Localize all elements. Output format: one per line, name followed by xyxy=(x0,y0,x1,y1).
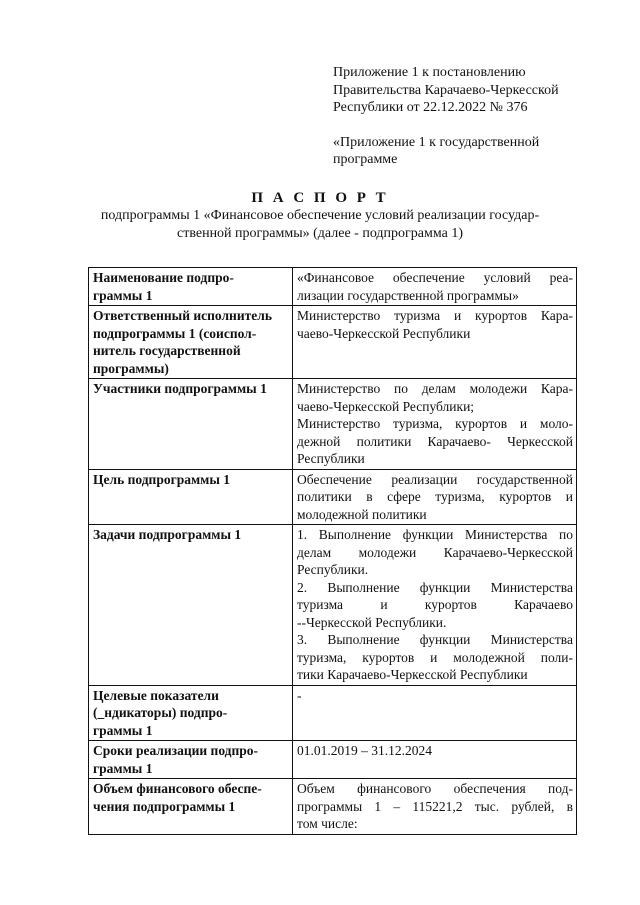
appendix-line: Республики от 22.12.2022 № 376 xyxy=(333,100,528,115)
row-label-cell xyxy=(89,469,293,525)
row-label-cell xyxy=(89,779,293,835)
appendix-line: Правительства Карачаево-Черкесской xyxy=(333,82,559,98)
table-row xyxy=(89,741,577,779)
row-label-cell xyxy=(89,741,293,779)
row-value-line: Министерство по делам молодежи Кара- xyxy=(297,381,573,396)
row-label-line: чения подпрограммы 1 xyxy=(93,798,236,814)
row-value-line: чаево-Черкесской Республики xyxy=(297,325,471,341)
table-row xyxy=(89,469,577,525)
row-label-cell xyxy=(89,685,293,741)
row-value-cell xyxy=(293,379,577,470)
row-label-line: (_ндикаторы) подпро- xyxy=(93,705,228,720)
document-title: П А С П О Р Т xyxy=(251,190,389,206)
row-label-cell xyxy=(89,268,293,306)
row-value-line: --Черкесской Республики. xyxy=(297,614,447,630)
appendix-line: программе xyxy=(333,152,398,167)
row-value-line: программы 1 – 115221,2 тыс. рублей, в xyxy=(297,798,573,814)
row-value-line: том числе: xyxy=(297,816,358,831)
row-value-line: делам молодежи Карачаево-Черкесской xyxy=(297,544,573,560)
row-label-line: Участники подпрограммы 1 xyxy=(93,381,267,396)
table-row xyxy=(89,779,577,835)
table-row xyxy=(89,268,577,306)
row-value-line: политики в сфере туризма, курортов и xyxy=(297,489,573,504)
row-value-line: дежной политики Карачаево- Черкесской xyxy=(297,433,573,449)
table-row xyxy=(89,685,577,741)
row-label-cell xyxy=(89,525,293,686)
appendix-line: «Приложение 1 к государственной xyxy=(333,134,540,150)
row-value-cell xyxy=(293,741,577,779)
subtitle-line: ственной программы» (далее - подпрограмма 1) xyxy=(177,226,463,241)
appendix-line: Приложение 1 к постановлению xyxy=(333,65,526,80)
row-label-line: Ответственный исполнитель xyxy=(93,308,272,323)
passport-table xyxy=(88,267,577,835)
row-value-line: лизации государственной программы» xyxy=(297,287,519,303)
row-label-cell xyxy=(89,379,293,470)
row-label-line: граммы 1 xyxy=(93,760,153,776)
row-value-line: туризма, курортов и молодежной поли- xyxy=(297,649,573,665)
row-value-line: молодежной политики xyxy=(297,506,427,522)
row-value-line: Обеспечение реализации государственной xyxy=(297,471,573,487)
row-value-line: - xyxy=(297,687,302,703)
table-row xyxy=(89,379,577,470)
row-value-line: 2. Выполнение функции Министерства xyxy=(297,579,573,595)
subtitle-line: подпрограммы 1 «Финансовое обеспечение условий реализации государ- xyxy=(100,208,540,223)
document-subtitle xyxy=(70,207,570,243)
appendix-note xyxy=(333,64,593,169)
row-value-line: туризма и курортов Карачаево xyxy=(297,597,573,612)
row-value-line: 01.01.2019 – 31.12.2024 xyxy=(297,743,432,758)
row-label-line: Наименование подпро- xyxy=(93,270,234,285)
row-label-cell xyxy=(89,306,293,379)
row-value-line: 1. Выполнение функции Министерства по xyxy=(297,527,573,542)
row-value-line: Республики. xyxy=(297,562,369,577)
row-label-line: подпрограммы 1 (соиспол- xyxy=(93,325,257,341)
row-value-cell xyxy=(293,779,577,835)
row-value-line: «Финансовое обеспечение условий реа- xyxy=(297,270,573,285)
row-value-cell xyxy=(293,525,577,686)
row-label-line: Сроки реализации подпро- xyxy=(93,743,259,758)
row-value-line: Министерство туризма, курортов и моло- xyxy=(297,416,573,431)
row-value-cell xyxy=(293,469,577,525)
row-value-line: Республики xyxy=(297,451,365,466)
row-value-line: чаево-Черкесской Республики; xyxy=(297,398,475,414)
row-value-cell xyxy=(293,268,577,306)
table-row xyxy=(89,525,577,686)
row-label-line: граммы 1 xyxy=(93,287,153,303)
row-value-line: 3. Выполнение функции Министерства xyxy=(297,632,573,647)
appendix-gap xyxy=(333,117,593,134)
row-label-line: граммы 1 xyxy=(93,722,153,738)
row-value-cell xyxy=(293,685,577,741)
passport-table-body xyxy=(89,268,577,835)
table-row xyxy=(89,306,577,379)
row-label-line: Объем финансового обеспе- xyxy=(93,781,262,796)
row-value-line: Министерство туризма и курортов Кара- xyxy=(297,308,573,323)
row-label-line: нитель государственной xyxy=(93,343,241,358)
row-value-line: тики Карачаево-Черкесской Республики xyxy=(297,667,528,682)
row-label-line: Задачи подпрограммы 1 xyxy=(93,527,242,542)
row-label-line: Целевые показатели xyxy=(93,687,219,703)
row-value-line: Объем финансового обеспечения под- xyxy=(297,781,573,796)
row-label-line: программы) xyxy=(93,360,169,376)
row-label-line: Цель подпрограммы 1 xyxy=(93,471,231,487)
row-value-cell xyxy=(293,306,577,379)
